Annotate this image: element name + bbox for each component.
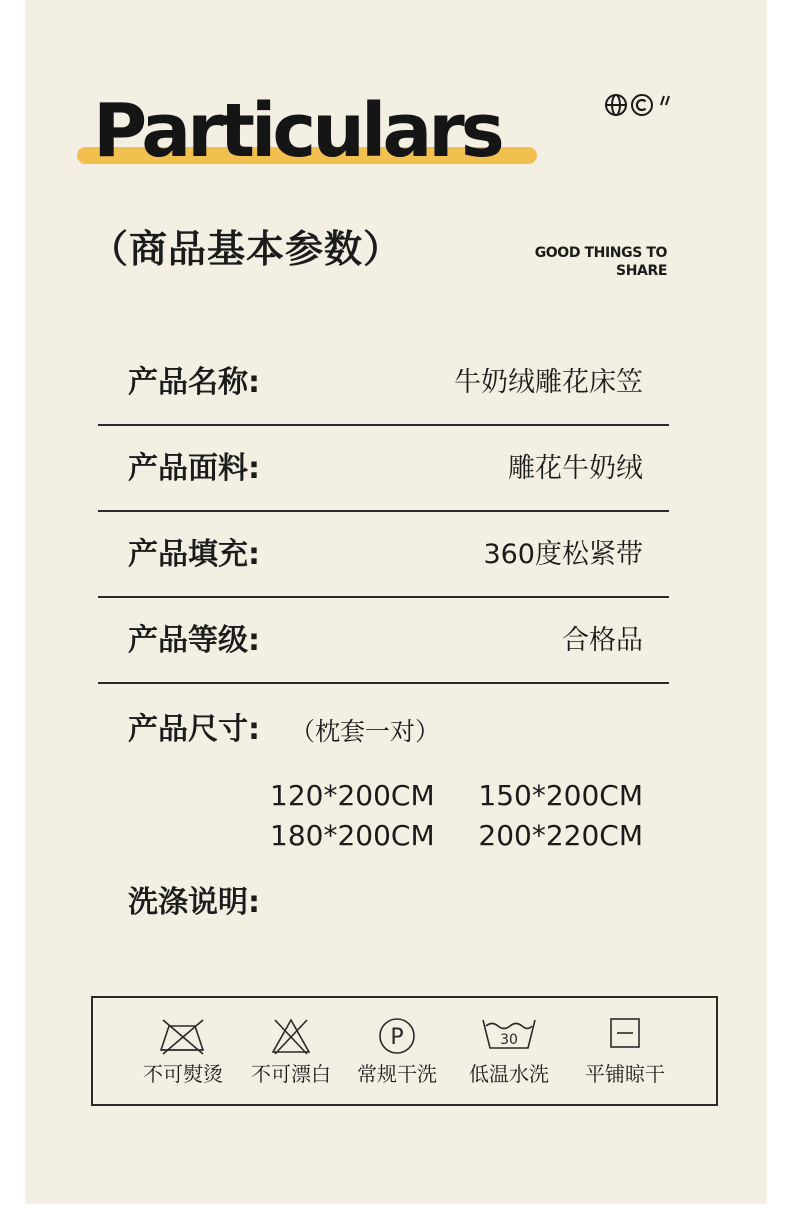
care-item-dry-flat bbox=[570, 998, 680, 1104]
care-item-label: 不可漂白 bbox=[251, 1062, 331, 1086]
tagline-line-2: SHARE bbox=[616, 263, 667, 279]
no-bleach-icon bbox=[269, 1016, 313, 1056]
wash-30-icon bbox=[480, 1016, 538, 1052]
care-item-label: 低温水洗 bbox=[469, 1062, 549, 1086]
spec-row-name bbox=[98, 340, 669, 426]
tagline bbox=[520, 244, 667, 280]
size-value: 180*200CM bbox=[270, 819, 435, 852]
title-block bbox=[77, 88, 547, 178]
no-iron-icon bbox=[155, 1016, 211, 1056]
care-instructions-box bbox=[91, 996, 718, 1106]
spec-row-filling bbox=[98, 512, 669, 598]
care-item-label: 平铺晾干 bbox=[585, 1062, 665, 1086]
care-item-label: 不可熨烫 bbox=[143, 1062, 223, 1086]
spec-value: 雕花牛奶绒 bbox=[508, 453, 643, 484]
care-item-label: 常规干洗 bbox=[357, 1062, 437, 1086]
care-item-wash-30 bbox=[454, 998, 564, 1104]
section-subtitle: （商品基本参数） bbox=[90, 227, 403, 271]
spec-label: 产品填充: bbox=[128, 537, 260, 572]
spec-value: 牛奶绒雕花床笠 bbox=[454, 367, 643, 398]
spec-label: 产品名称: bbox=[128, 365, 260, 400]
spec-value: 合格品 bbox=[562, 625, 643, 656]
wash-temperature: 30 bbox=[500, 1032, 518, 1048]
globe-icon bbox=[604, 93, 628, 117]
dry-flat-icon bbox=[608, 1016, 642, 1050]
spec-row-grade bbox=[98, 598, 669, 684]
decor-icons bbox=[604, 92, 674, 118]
spec-value: 360度松紧带 bbox=[483, 539, 643, 570]
copyright-icon bbox=[630, 93, 654, 117]
page-title: Particulars bbox=[93, 88, 501, 174]
care-item-dry-clean bbox=[342, 998, 452, 1104]
spec-label: 产品面料: bbox=[128, 451, 260, 486]
size-value: 150*200CM bbox=[478, 779, 643, 812]
dry-clean-symbol: P bbox=[390, 1025, 404, 1050]
size-label: 产品尺寸: bbox=[128, 712, 260, 747]
care-item-no-iron bbox=[128, 998, 238, 1104]
size-note: （枕套一对） bbox=[290, 717, 441, 746]
size-list bbox=[270, 778, 643, 854]
size-value: 200*220CM bbox=[478, 819, 643, 852]
care-label: 洗涤说明: bbox=[128, 885, 260, 920]
tagline-line-1: GOOD THINGS TO bbox=[534, 245, 667, 261]
spec-row-fabric bbox=[98, 426, 669, 512]
quote-mark-icon bbox=[656, 93, 672, 117]
spec-label: 产品等级: bbox=[128, 623, 260, 658]
care-item-no-bleach bbox=[236, 998, 346, 1104]
dry-clean-p-icon bbox=[377, 1016, 417, 1056]
size-value: 120*200CM bbox=[270, 779, 435, 812]
